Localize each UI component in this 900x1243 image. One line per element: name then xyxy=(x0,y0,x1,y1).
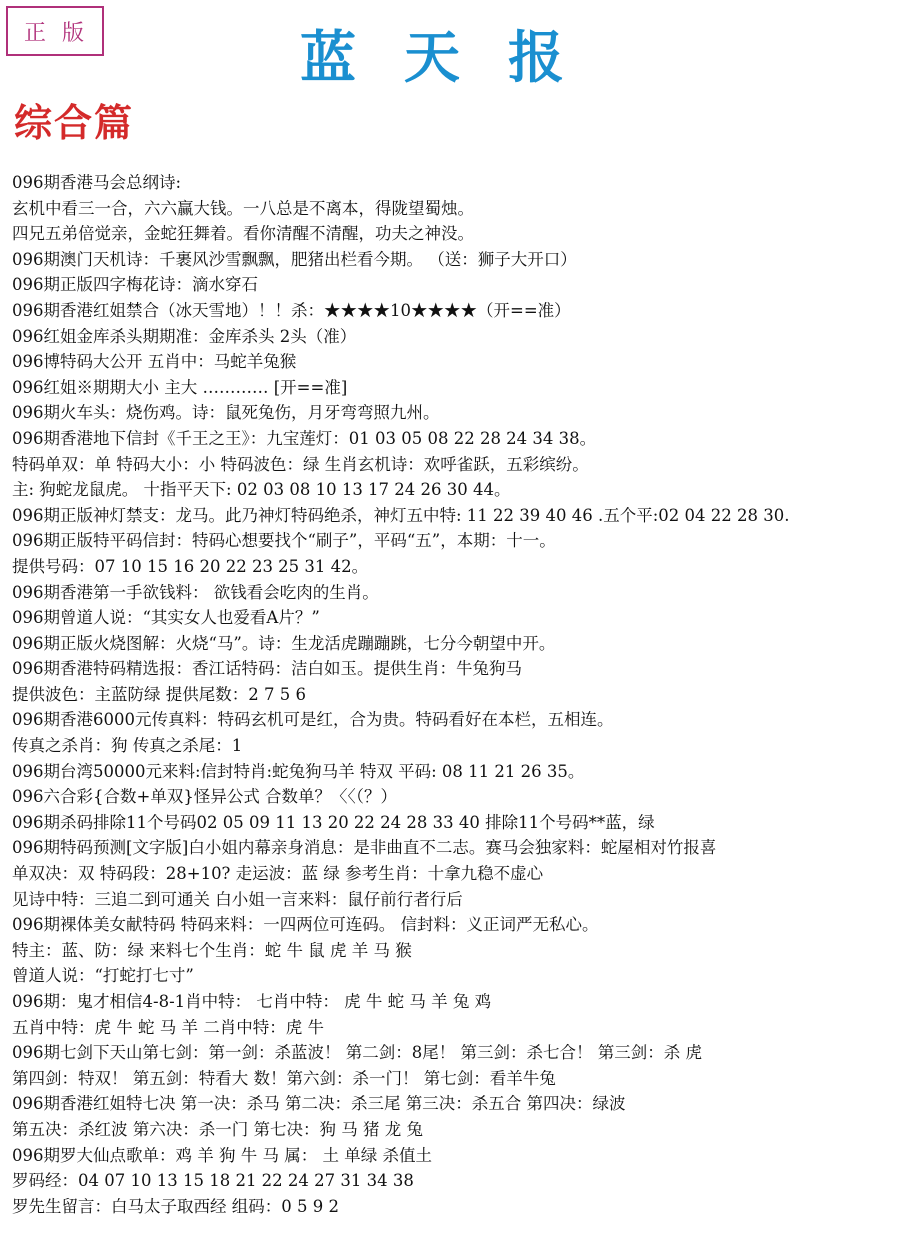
article-line: 玄机中看三一合，六六赢大钱。一八总是不离本，得陇望蜀烛。 xyxy=(12,198,474,218)
article-line: 四兄五弟倍觉亲，金蛇狂舞着。看你清醒不清醒，功夫之神没。 xyxy=(12,224,474,244)
article-line: 096期香港红姐禁合（冰天雪地）！！杀：★★★★10★★★★（开==准） xyxy=(12,300,571,320)
article-line: 提供号码：07 10 15 16 20 22 23 25 31 42。 xyxy=(12,556,369,576)
article-line: 096期正版神灯禁支：龙马。此乃神灯特码绝杀，神灯五中特: 11 22 39 40 46 .五个平:02 04 22 28 30. xyxy=(12,505,790,525)
article-line: 见诗中特：三追二到可通关 白小姐一言来料：鼠仔前行者行后 xyxy=(12,889,463,909)
article-body xyxy=(12,170,896,1219)
article-line: 096期七剑下天山第七剑：第一剑：杀蓝波！ 第二剑：8尾！ 第三剑：杀七合！ 第三剑：杀 虎 xyxy=(12,1043,702,1063)
article-line: 096期香港地下信封《千王之王》：九宝莲灯：01 03 05 08 22 28 24 34 38。 xyxy=(12,428,597,448)
section-title: 综合篇 xyxy=(14,100,135,145)
newspaper-masthead: 蓝天报 xyxy=(300,25,612,91)
article-line: 提供波色：主蓝防绿 提供尾数：2 7 5 6 xyxy=(12,684,306,704)
article-line: 罗先生留言：白马太子取西经 组码：0 5 9 2 xyxy=(12,1196,339,1216)
article-line: 096期罗大仙点歌单：鸡 羊 狗 牛 马 属： 土 单绿 杀值土 xyxy=(12,1145,432,1165)
article-line: 096红姐※期期大小 主大 ………… [开==准] xyxy=(12,377,348,397)
article-line: 第四剑：特双！ 第五剑：特看大 数！第六剑：杀一门！ 第七剑：看羊牛兔 xyxy=(12,1068,556,1088)
article-line: 特主：蓝、防：绿 来料七个生肖：蛇 牛 鼠 虎 羊 马 猴 xyxy=(12,940,412,960)
article-line: 096期香港第一手欲钱料： 欲钱看会吃肉的生肖。 xyxy=(12,582,379,602)
article-line: 096红姐金库杀头期期准：金库杀头 2头（准） xyxy=(12,326,357,346)
article-line: 第五决：杀红波 第六决：杀一门 第七决：狗 马 猪 龙 兔 xyxy=(12,1119,423,1139)
article-line: 096期曾道人说：“其实女人也爱看A片？” xyxy=(12,608,320,628)
article-line: 096期香港马会总纲诗: xyxy=(12,173,182,192)
article-line: 096期香港红姐特七决 第一决：杀马 第二决：杀三尾 第三决：杀五合 第四决：绿波 xyxy=(12,1094,626,1114)
article-line: 传真之杀肖：狗 传真之杀尾：1 xyxy=(12,736,243,756)
article-line: 主: 狗蛇龙鼠虎。 十指平天下: 02 03 08 10 13 17 24 26 30 44。 xyxy=(12,480,511,500)
article-line: 096期正版四字梅花诗：滴水穿石 xyxy=(12,275,258,295)
article-line: 罗码经：04 07 10 13 15 18 21 22 24 27 31 34 38 xyxy=(12,1171,414,1191)
article-line: 曾道人说：“打蛇打七寸” xyxy=(12,966,194,986)
article-line: 096期杀码排除11个号码02 05 09 11 13 20 22 24 28 33 40 排除11个号码**蓝，绿 xyxy=(12,812,655,832)
article-line: 096期正版火烧图解：火烧“马”。诗：生龙活虎蹦蹦跳，七分今朝望中开。 xyxy=(12,633,556,653)
article-line: 096期香港6000元传真料：特码玄机可是红，合为贵。特码看好在本栏，五相连。 xyxy=(12,710,614,730)
article-line: 096期台湾50000元来料:信封特肖:蛇兔狗马羊 特双 平码: 08 11 21 26 35。 xyxy=(12,761,585,781)
article-line: 单双决：双 特码段：28+10? 走运波：蓝 绿 参考生肖：十拿九稳不虚心 xyxy=(12,864,544,884)
article-line: 096六合彩{合数+单双}怪异公式 合数单？〈〈（？） xyxy=(12,787,398,807)
article-line: 096期澳门天机诗：千裹风沙雪飘飘，肥猪出栏看今期。 （送：狮子大开口） xyxy=(12,249,577,269)
article-line: 特码单双：单 特码大小：小 特码波色：绿 生肖玄机诗：欢呼雀跃，五彩缤纷。 xyxy=(12,454,589,474)
article-line: 096博特码大公开 五肖中：马蛇羊兔猴 xyxy=(12,352,297,372)
article-line: 096期特码预测[文字版]白小姐内幕亲身消息：是非曲直不二志。赛马会独家料：蛇屋相对竹报喜 xyxy=(12,838,717,858)
edition-badge: 正版 xyxy=(6,6,104,56)
article-line: 096期火车头：烧伤鸡。诗：鼠死兔伤，月牙弯弯照九州。 xyxy=(12,403,440,423)
article-line: 五肖中特：虎 牛 蛇 马 羊 二肖中特：虎 牛 xyxy=(12,1017,324,1037)
article-line: 096期裸体美女献特码 特码来料：一四两位可连码。 信封料：义正词严无私心。 xyxy=(12,915,599,935)
article-line: 096期香港特码精选报：香江话特码：洁白如玉。提供生肖：牛兔狗马 xyxy=(12,659,522,679)
article-line: 096期：鬼才相信4-8-1肖中特： 七肖中特： 虎 牛 蛇 马 羊 兔 鸡 xyxy=(12,992,492,1011)
article-line: 096期正版特平码信封：特码心想要找个“刷子”，平码“五”，本期：十一。 xyxy=(12,531,556,551)
